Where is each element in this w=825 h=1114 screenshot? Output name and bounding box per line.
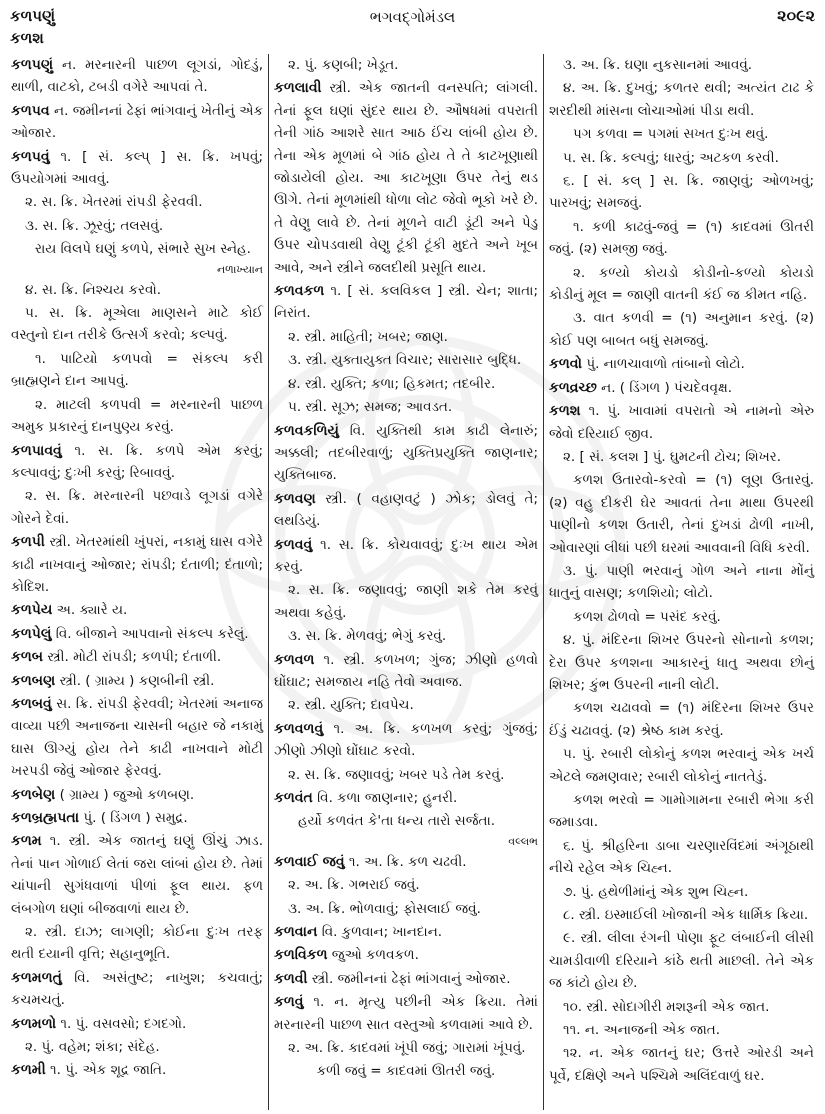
page-number: ૨૦૯૨: [777, 6, 815, 25]
sense: ૭. પું. હથેળીમાંનું એક શુભ ચિહ્ન.: [563, 883, 749, 900]
dictionary-entry: [11, 830, 263, 920]
headword: કળપાવવું: [11, 442, 62, 459]
sense: ૧૨. ન. એક જાતનું ઘર; ઉત્તરે ઓરડી અને પૂર્વે, દક્ષિણે અને પશ્ચિમે અલિંદવાળું ઘર.: [549, 1045, 814, 1084]
dictionary-entry: [274, 921, 538, 943]
headword: કળવળ: [274, 651, 315, 668]
column-3: [543, 54, 819, 1110]
definition: સ. ક્રિ. રાંપડી ફેરવવી; ખેતરમાં અનાજ વાવ્યા પછી અનાજના ચાસની બહાર જે નકામું ઘાસ ઊગ્યું હોય તેને કાઢી નાખવાને મોટી ખરપડી જેવું ઓજાર ફેરવવું.: [11, 695, 263, 780]
definition: ૧. [ સં. કલવિકલ ] સ્ત્રી. ચેન; શાતા; નિરાંત.: [274, 283, 538, 322]
definition: વિ. કળા જાણનાર; હુનરી.: [317, 790, 458, 806]
headword: કળપેલું: [11, 625, 52, 642]
dictionary-entry: [274, 944, 538, 966]
definition: સ્ત્રી. મોટી રાંપડી; કળપી; દંતાળી.: [47, 649, 222, 666]
sense: ૨. [ સં. કલશ ] પું. ઘુમટની ટોચ; શિખર.: [563, 448, 782, 465]
dictionary-entry: [274, 280, 538, 325]
definition: ૧. ન. મૃત્યુ પછીની એક ક્રિયા. તેમાં મરનારની પાછળ સાત વસ્તુઓ કળવામાં આવે છે.: [274, 994, 538, 1033]
definition: વિ. અસંતુષ્ટ; નાખુશ; કચવાતું; કચમચતું.: [11, 969, 264, 1009]
headword: કળવ્રચ્છ: [549, 379, 597, 396]
sense: ૧૦. સ્ત્રી. સોદાગીરી મશરૂની એક જાત.: [563, 998, 770, 1015]
definition: ૧. સ્ત્રી. એક જાતનું ઘણું ઊંચું ઝાડ. તેનાં પાન ગોળાઈ લેતાં જરા લાંબાં હોય છે. તેમાં ચાંપાની સુગંધવાળાં પીળાં ફૂલ થાય. ફળ લંબગોળ ઘણાં બીજવાળાં થાય છે.: [11, 833, 264, 917]
headword: કળપવું: [11, 148, 50, 165]
definition: જુઓ કળવકળ.: [331, 947, 419, 964]
headword: કળમી: [11, 1062, 46, 1079]
definition: ૧. સ્ત્રી. કળખળ; ગુંજ; ઝીણો હળવો ઘોંઘાટ; સમજાય નહિ તેવો અવાજ.: [274, 651, 538, 690]
headword: કળબવું: [11, 695, 52, 712]
sense: ૯. સ્ત્રી. લીલા રંગની પોણા ફૂટ લંબાઈની લીસી ચામડીવાળી દરિયાને કાંઠે થતી માછલી. તેને એક જ કાંટો હોય છે.: [549, 930, 814, 992]
headword: કળવો: [549, 356, 583, 373]
dictionary-entry: [274, 851, 538, 873]
dictionary-entry: [11, 784, 263, 806]
definition: ન. મરનારની પાછળ લૂગડાં, ગોદડું, થાળી, વાટકો, ટબડી વગેરે આપવાં તે.: [11, 57, 264, 96]
dictionary-entry: [11, 146, 263, 191]
headword: કળવાઈ જવું: [274, 853, 345, 870]
definition: ૧. સ. ક્રિ. કોચવાવવું; દુઃખ થાય એમ કરવું.: [274, 536, 539, 575]
dictionary-entry: [11, 1013, 263, 1035]
sense: ૨. સ. ક્રિ. જણાવવું; જાણી શકે તેમ કરવું અથવા કહેવું.: [274, 582, 538, 621]
sense: ૨. સ. ક્રિ. મરનારની પછવાડે લૂગડાં વગેરે ગોરને દેવાં.: [11, 488, 263, 527]
headword: કળવકળિયું: [274, 422, 339, 439]
sense: ૨. અ. ક્રિ. ગભરાઈ જવું.: [288, 877, 420, 894]
column-1: [6, 54, 268, 1110]
headword: કળપી: [11, 534, 45, 551]
dictionary-entry: [11, 54, 263, 99]
sense: ૩. અ. ક્રિ. ઘણા નુકસાનમાં આવવું.: [563, 57, 753, 73]
headword: કળવકળ: [274, 283, 325, 300]
sense: ૪. પું. મંદિરના શિખર ઉપરનો સોનાનો કળશ; દેરા ઉપર કળશના આકારનું ધાતુ અથવા છોનું શિખર; કુંભ ઉપરની નાની લોટી.: [549, 632, 814, 693]
dictionary-entry: [11, 599, 263, 621]
sense: ૩. અ. ક્રિ. ભોળવાવું; ફોસલાઈ જવું.: [288, 900, 481, 917]
dictionary-entry: [274, 488, 538, 533]
headword: કળબ: [11, 649, 44, 666]
dictionary-entry: [11, 1059, 263, 1081]
dictionary-entry: [274, 991, 538, 1036]
idiom: પગ કળવા = પગમાં સખત દુઃખ થવું.: [573, 126, 769, 143]
headword: કળબેણ: [11, 786, 56, 803]
quotation: રાય વિલપે ઘણું કળપે, સંભારે સુખ સ્નેહ.: [35, 241, 251, 258]
idiom: કળશ ઢોળવો = પસંદ કરવું.: [573, 608, 721, 625]
idiom: ૧. કળી કાઢવું-જવું = (૧) કાદવમાં ઊતરી જવું. (૨) સમજી જવું.: [549, 218, 814, 258]
definition: ૧. પું. એક શૂદ્ર જાતિ.: [50, 1062, 167, 1079]
idiom: ૨. માટલી કળપવી = મરનારની પાછળ અમુક પ્રકારનું દાનપુણ્ય કરવું.: [11, 396, 263, 436]
dictionary-entry: [274, 420, 538, 487]
sense: ૪. સ. ક્રિ. નિશ્ચય કરવો.: [25, 281, 162, 298]
sense: ૨. પું. કણબી; ખેડૂત.: [288, 57, 399, 73]
definition: ન. જમીનનાં ઢેફાં ભાંગવાનું ખેતીનું એક ઓજાર.: [11, 102, 263, 142]
headword: કળવિકળ: [274, 947, 328, 964]
definition: ૧. અ. ક્રિ. કળખળ કરવું; ગુંજવું; ઝીણો ઝીણો ઘોંઘાટ કરવો.: [274, 720, 538, 760]
definition: ૧. [ સં. કલ્પ્ ] સ. ક્રિ. ખપવું; ઉપયોગમાં આવવું.: [11, 148, 263, 188]
headword: કળવું: [274, 994, 304, 1011]
sense: ૨. સ. ક્રિ. જણાવવું; ખબર પડે તેમ કરવું.: [288, 766, 505, 783]
dictionary-entry: [274, 787, 538, 809]
quotation-source: વલ્લભ: [508, 834, 538, 848]
headword: કળવંત: [274, 790, 313, 806]
guide-word-first: કળપણું: [10, 7, 56, 25]
page-header: [0, 0, 825, 54]
dictionary-entry: [11, 693, 263, 783]
sense: ૬. પું. શ્રીહરિના ડાબા ચરણારવિંદમાં અંગૂઠાથી નીચે રહેલ એક ચિહ્ન.: [549, 837, 814, 877]
headword: કળશ: [549, 403, 581, 420]
headword: કળબ્રહ્મપતા: [11, 810, 80, 826]
dictionary-entry: [549, 353, 814, 375]
dictionary-entry: [11, 440, 263, 485]
sense: ૬. [ સં. કલ્ ] સ. ક્રિ. જાણવું; ઓળખવું; પારખવું; સમજવું.: [549, 173, 814, 212]
headword: કળમળો: [11, 1015, 57, 1032]
headword: કળમળતું: [11, 969, 62, 986]
dictionary-entry: [274, 534, 538, 579]
idiom: ૧. પાટિયો કળપવો = સંકલ્પ કરી બ્રાહ્મણને દાન આપવું.: [11, 350, 263, 390]
dictionary-entry: [11, 807, 263, 829]
headword: કળપેય: [11, 602, 53, 619]
idiom: કળશ ભરવો = ગામોગામના રબારી ભેગા કરી જમાડવા.: [549, 792, 814, 831]
headword: કળવળવું: [274, 720, 324, 737]
dictionary-entry: [11, 967, 263, 1012]
dictionary-entry: [11, 623, 263, 645]
sense: ૫. પું. રબારી લોકોનું કળશ ભરવાનું એક ખર્ચ એટલે જમણવાર; રબારી લોકોનું નાતતેડું.: [549, 746, 814, 785]
dictionary-title: ભગવદ્ગોમંડલ: [369, 8, 456, 26]
sense: ૨. સ્ત્રી. દાઝ; લાગણી; કોઈના દુઃખ તરફ થતી દયાની વૃત્તિ; સહાનુભૂતિ.: [11, 924, 263, 963]
idiom: કળશ ઉતારવો-કરવો = (૧) લૂણ ઉતારવું. (૨) વહુ દીકરી ઘેર આવતાં તેના માથા ઉપરથી પાણીનો કળશ ઉતારી, તેનાં દુખડાં ઢોળી નાખી, ઓવારણાં લીધાં પછી ઘરમાં આવવાની વિધિ કરવી.: [549, 472, 814, 556]
definition: ૧. સ. ક્રિ. કળપે એમ કરવું; કલ્પાવવું; દુઃખી કરવું; રિબાવવું.: [11, 442, 264, 481]
definition: વિ. કુળવાન; ખાનદાન.: [321, 924, 443, 941]
sense: ૪. અ. ક્રિ. દુખવું; કળતર થવી; અત્યંત ટાઢ કે શરદીથી માંસના લોચાઓમાં પીડા થવી.: [549, 80, 814, 119]
dictionary-entry: [11, 646, 263, 668]
dictionary-entry: [274, 718, 538, 763]
dictionary-entry: [11, 670, 263, 692]
headword: કળલાવી: [274, 80, 322, 97]
sense: ૨. સ. ક્રિ. ખેતરમાં રાંપડી ફેરવવી.: [25, 194, 203, 211]
definition: ન. ( ડિંગળ ) પંચદેવવૃક્ષ.: [601, 379, 733, 396]
dictionary-entry: [549, 400, 814, 445]
sense: ૩. પું. પાણી ભરવાનું ગોળ અને નાના મોંનું ધાતુનું વાસણ; કળશિયો; લોટો.: [549, 562, 814, 602]
idiom: ૩. વાત કળવી = (૧) અનુમાન કરવું. (૨) કોઈ પણ બાબત બધું સમજવું.: [549, 310, 814, 349]
definition: સ્ત્રી. ખેતરમાંથી ખુંપરાં, નકામું ઘાસ વગેરે કાઢી નાખવાનું ઓજાર; રાંપડી; દંતાળી; દંતાળો; કોદિશ.: [11, 534, 264, 595]
definition: પું. ( ડિંગળ ) સમુદ્ર.: [83, 810, 188, 826]
definition: ( ગ્રામ્ય ) જુઓ કળબણ.: [59, 786, 195, 803]
headword: કળવાન: [274, 924, 318, 941]
definition: સ્ત્રી. ( વહાણવટું ) ઝોક; ડોલવું તે; લથડિયું.: [274, 490, 538, 530]
sense: ૨. અ. ક્રિ. કાદવમાં ખૂંપી જવું; ગારામાં ખૂંપવું.: [288, 1040, 526, 1057]
headword: કળવી: [274, 970, 308, 987]
definition: વિ. બીજાને આપવાનો સંકલ્પ કરેલું.: [55, 625, 249, 642]
sense: ૧૧. ન. અનાજની એક જાત.: [563, 1022, 721, 1039]
idiom: કળી જવું = કાદવમાં ઊતરી જવું.: [316, 1063, 496, 1080]
definition: સ્ત્રી. એક જાતની વનસ્પતિ; લાંગલી. તેનાં ફૂલ ઘણાં સુંદર થાય છે. ઔષધમાં વપરાતી તેની ગાંઠ આશરે સાત આઠ ઈંચ લાંબી હોય છે. તેના એક મૂળમાં બે ગાંઠ હોય તે તે કાટખૂણાથી જોડાયેલી હોય. આ કાટખૂણા ઉપર તેનું થડ ઊગે. તેનાં મૂળમાંથી ધોળા લોટ જેવો ભૂકો ખરે છે. તે વેણુ લાવે છે. તેનાં મૂળને વાટી ડૂંટી અને પેડુ ઉપર ચોપડવાથી વેણુ ટૂંકી ટૂંકી મુદતે અને ખૂબ આવે, અને સ્ત્રીને જલદીથી પ્રસૂતિ થાય.: [274, 80, 538, 276]
dictionary-entry: [274, 649, 538, 694]
sense: ૨. પું. વહેમ; શંકા; સંદેહ.: [25, 1039, 160, 1056]
dictionary-columns: [6, 54, 819, 1110]
definition: સ્ત્રી. ( ગ્રામ્ય ) કણબીની સ્ત્રી.: [59, 672, 215, 689]
sense: ૩. સ. ક્રિ. મેળવવું; ભેગું કરવું.: [288, 628, 447, 645]
headword: કળબણ: [11, 672, 56, 689]
headword: કળપણું: [11, 57, 54, 73]
sense: ૫. સ. ક્રિ. કલ્પવું; ધારવું; અટકળ કરવી.: [563, 149, 779, 166]
sense: ૫. સ્ત્રી. સૂઝ; સમજ; આવડત.: [288, 399, 453, 416]
dictionary-entry: [11, 100, 263, 145]
headword: કળપવ: [11, 102, 50, 119]
headword: કળમ: [11, 833, 42, 850]
definition: અ. ક્યારે ય.: [56, 602, 128, 619]
column-2: [268, 54, 543, 1110]
dictionary-entry: [549, 377, 814, 399]
headword: કળવણ: [274, 490, 316, 507]
definition: ૧. પું. વસવસો; દગદગો.: [60, 1015, 187, 1032]
idiom: કળશ ચઢાવવો = (૧) મંદિરના શિખર ઉપર ઈંડું ચઢાવવું. (૨) શ્રેષ્ઠ કામ કરવું.: [549, 700, 814, 739]
definition: વિ. યુક્તિથી કામ કાઢી લેનારું; અક્કલી; તદબીરવાળું; યુક્તિપ્રયુક્તિ જાણનાર; યુક્તિબાજ.: [274, 422, 538, 484]
sense: ૪. સ્ત્રી. યુક્તિ; કળા; હિકમત; તદબીર.: [288, 375, 496, 392]
definition: સ્ત્રી. જમીનનાં ઢેફાં ભાંગવાનું ઓજાર.: [311, 970, 511, 987]
dictionary-entry: [11, 531, 263, 598]
sense: ૩. સ. ક્રિ. ઝૂરવું; તલસવું.: [25, 217, 164, 234]
quotation-source: નળાખ્યાન: [216, 262, 263, 276]
definition: ૧. અ. ક્રિ. કળ ચઢવી.: [348, 853, 467, 870]
sense: ૩. સ્ત્રી. યુક્તાયુક્ત વિચાર; સારાસાર બુદ્ધિ.: [288, 352, 522, 369]
quotation: હર્યો કળવંત કે'તા ધન્ય તારો સર્જતા.: [298, 813, 496, 830]
definition: ૧. પું. ખાવામાં વપરાતો એ નામનો એરુ જેવો દરિયાઈ જીવ.: [549, 403, 814, 442]
sense: ૨. સ્ત્રી. માહિતી; ખબર; જાણ.: [288, 328, 448, 345]
definition: પું. નાળચાવાળો તાંબાનો લોટો.: [586, 356, 745, 373]
sense: ૨. સ્ત્રી. યુક્તિ; દાવપેચ.: [288, 697, 414, 714]
headword: કળવવું: [274, 536, 313, 553]
dictionary-entry: [274, 968, 538, 990]
guide-word-last: કળશ: [10, 29, 44, 47]
idiom: ૨. કળ્યો કોયડો કોડીનો-કળ્યો કોયડો કોડીનું મૂલ = જાણી વાતની કંઈ જ કીમત નહિ.: [549, 264, 814, 304]
sense: ૫. સ. ક્રિ. મૂએલા માણસને માટે કોઈ વસ્તુનો દાન તરીકે ઉત્સર્ગ કરવો; કલ્પવું.: [11, 305, 263, 344]
sense: ૮. સ્ત્રી. ઇસ્માઈલી ખોજાની એક ધાર્મિક ક્રિયા.: [563, 907, 809, 924]
dictionary-entry: [274, 77, 538, 279]
